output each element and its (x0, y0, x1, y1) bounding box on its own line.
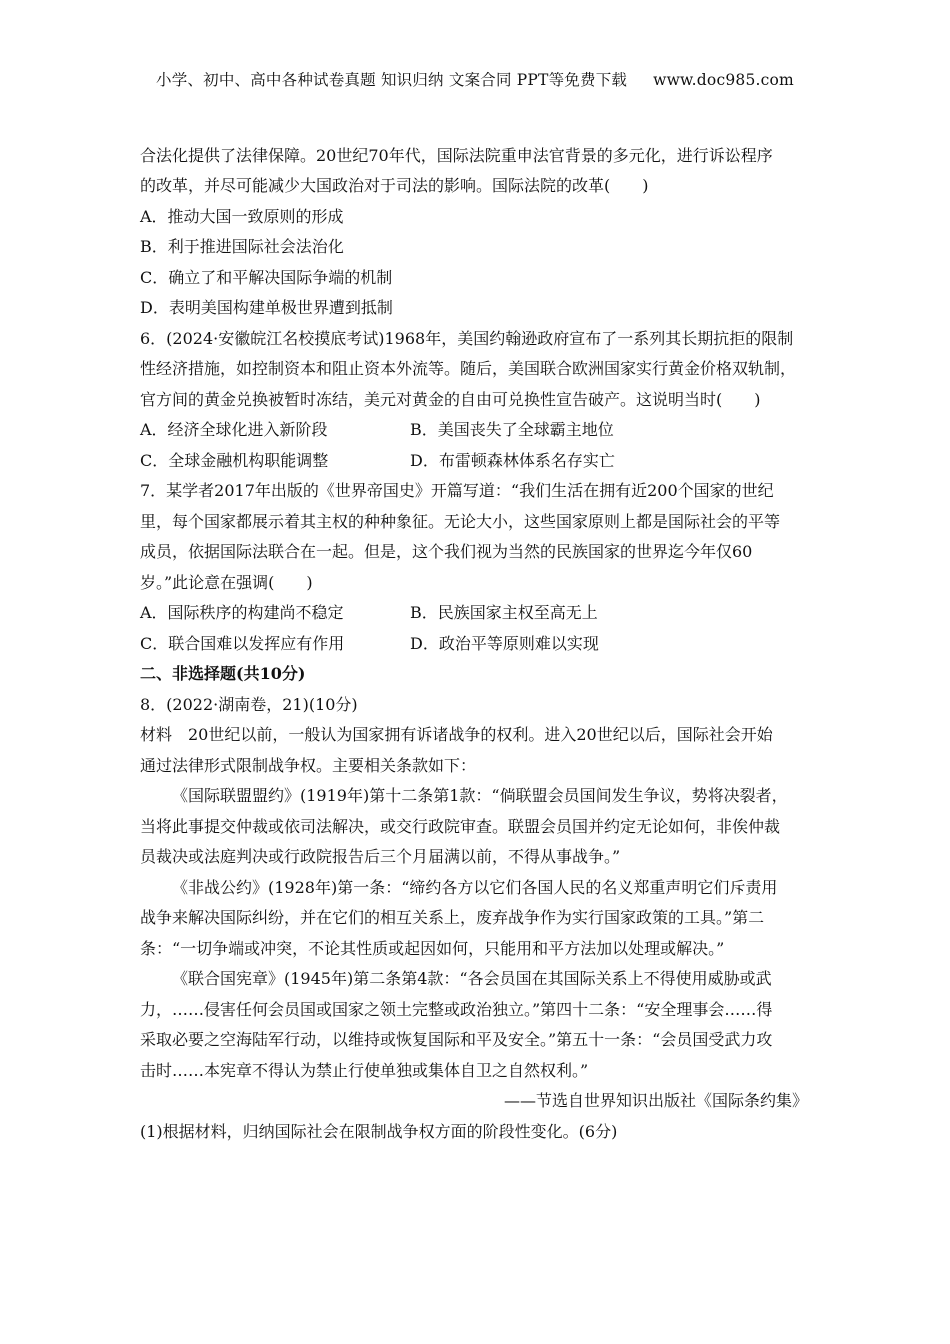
q7-option-b: B．民族国家主权至高无上 (410, 603, 598, 622)
q5-option-d: D．表明美国构建单极世界遭到抵制 (140, 298, 393, 317)
q7-line-2: 里，每个国家都展示着其主权的种种象征。无论大小，这些国家原则上都是国际社会的平等 (140, 512, 781, 531)
q8-pact-line-1: 《非战公约》(1928年)第一条：“缔约各方以它们各国人民的名义郑重声明它们斥责用 (172, 878, 778, 897)
q6-option-a: A．经济全球化进入新阶段 (140, 420, 328, 439)
q5-option-a: A．推动大国一致原则的形成 (140, 207, 344, 226)
q7-options-row-1 (140, 603, 816, 623)
q8-subquestion-1: (1)根据材料，归纳国际社会在限制战争权方面的阶段性变化。(6分) (140, 1122, 618, 1141)
q5-option-b: B．利于推进国际社会法治化 (140, 237, 344, 256)
q6-option-d: D．布雷顿森林体系名存实亡 (410, 451, 615, 470)
q8-league-line-3: 员裁决或法庭判决或行政院报告后三个月届满以前，不得从事战争。” (140, 847, 621, 866)
q6-options-row-1 (140, 420, 816, 440)
section-title: 二、非选择题(共10分) (140, 664, 306, 683)
page-header (0, 68, 950, 90)
q7-option-d: D．政治平等原则难以实现 (410, 634, 599, 653)
q8-source: ——节选自世界知识出版社《国际条约集》 (503, 1091, 808, 1110)
q6-line-2: 性经济措施，如控制资本和阻止资本外流等。随后，美国联合欧洲国家实行黄金价格双轨制， (140, 359, 797, 378)
q7-line-3: 成员，依据国际法联合在一起。但是，这个我们视为当然的民族国家的世界迄今年仅60 (140, 542, 753, 561)
q5-line-1: 合法化提供了法律保障。20世纪70年代，国际法院重申法官背景的多元化，进行诉讼程序 (140, 146, 773, 165)
q8-pact-line-2: 战争来解决国际纠纷，并在它们的相互关系上，废弃战争作为实行国家政策的工具。”第二 (140, 908, 765, 927)
header-text: 小学、初中、高中各种试卷真题 知识归纳 文案合同 PPT等免费下载 (156, 71, 628, 89)
q6-line-1: 6．(2024·安徽皖江名校摸底考试)1968年，美国约翰逊政府宣布了一系列其长期抗拒的限制 (140, 329, 794, 348)
q8-material-line-1: 材料 20世纪以前，一般认为国家拥有诉诸战争的权利。进入20世纪以后，国际社会开始 (140, 725, 773, 744)
q8-charter-line-3: 采取必要之空海陆军行动，以维持或恢复国际和平及安全。”第五十一条：“会员国受武力攻 (140, 1030, 773, 1049)
q8-charter-line-4: 击时……本宪章不得认为禁止行使单独或集体自卫之自然权利。” (140, 1061, 589, 1080)
header-url[interactable]: www.doc985.com (653, 71, 794, 89)
q8-charter-line-2: 力，……侵害任何会员国或国家之领土完整或政治独立。”第四十二条：“安全理事会……得 (140, 1000, 773, 1019)
q6-option-c: C．全球金融机构职能调整 (140, 451, 329, 470)
q6-options-row-2 (140, 451, 816, 471)
q7-options-row-2 (140, 634, 816, 654)
q5-line-2: 的改革，并尽可能减少大国政治对于司法的影响。国际法院的改革( ) (140, 176, 649, 195)
q8-league-line-2: 当将此事提交仲裁或依司法解决，或交行政院审查。联盟会员国并约定无论如何，非俟仲裁 (140, 817, 781, 836)
q6-line-3: 官方间的黄金兑换被暂时冻结，美元对黄金的自由可兑换性宣告破产。这说明当时( ) (140, 390, 761, 409)
q5-option-c: C．确立了和平解决国际争端的机制 (140, 268, 393, 287)
q8-material-line-2: 通过法律形式限制战争权。主要相关条款如下： (140, 756, 477, 775)
q8-league-line-1: 《国际联盟盟约》(1919年)第十二条第1款：“倘联盟会员国间发生争议，势将决裂者， (172, 786, 788, 805)
q7-option-c: C．联合国难以发挥应有作用 (140, 634, 345, 653)
q7-option-a: A．国际秩序的构建尚不稳定 (140, 603, 344, 622)
q8-pact-line-3: 条：“一切争端或冲突，不论其性质或起因如何，只能用和平方法加以处理或解决。” (140, 939, 725, 958)
q7-line-4: 岁。”此论意在强调( ) (140, 573, 313, 592)
q8-charter-line-1: 《联合国宪章》(1945年)第二条第4款：“各会员国在其国际关系上不得使用威胁或武 (172, 969, 772, 988)
q8-heading: 8．(2022·湖南卷，21)(10分) (140, 695, 358, 714)
q7-line-1: 7．某学者2017年出版的《世界帝国史》开篇写道：“我们生活在拥有近200个国家的世纪 (140, 481, 774, 500)
q6-option-b: B．美国丧失了全球霸主地位 (410, 420, 614, 439)
